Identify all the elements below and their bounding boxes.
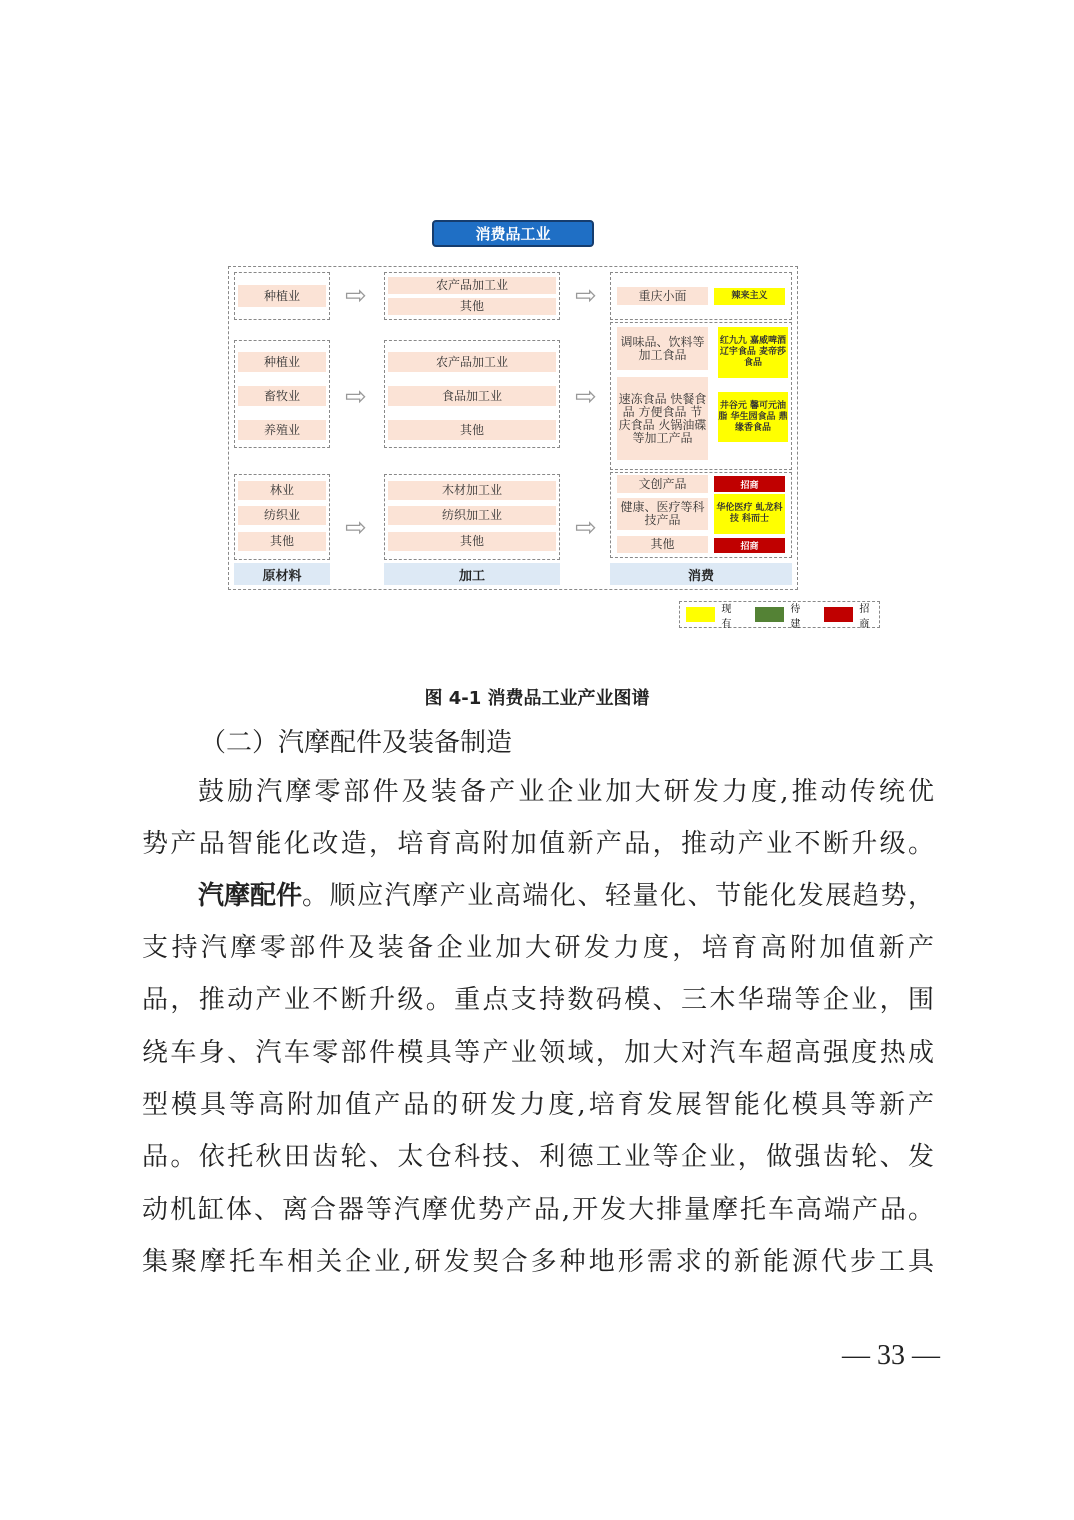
process-item: 其他 — [388, 298, 556, 315]
product-item: 速冻食品 快餐食品 方便食品 节庆食品 火锅油碟 等加工产品 — [617, 377, 708, 460]
arrow-right-icon: ⇨ — [575, 382, 597, 412]
legend-existing: 现有 — [721, 603, 732, 630]
raw-item: 纺织业 — [238, 506, 326, 525]
company-tag: 井谷元 馨可元油脂 华生园食品 鼎缘香食品 — [718, 392, 788, 442]
arrow-right-icon: ⇨ — [575, 513, 597, 543]
paragraph-line: 品。依托秋田齿轮、太仓科技、利德工业等企业，做强齿轮、发 — [142, 1142, 934, 1173]
raw-item: 畜牧业 — [238, 386, 326, 406]
process-item: 木材加工业 — [388, 481, 556, 500]
product-item: 调味品、饮料等加工食品 — [617, 327, 708, 370]
arrow-right-icon: ⇨ — [345, 513, 367, 543]
process-item: 食品加工业 — [388, 386, 556, 406]
bold-term: 汽摩配件 — [198, 881, 303, 911]
figure-caption: 图 4-1 消费品工业产业图谱 — [424, 688, 650, 709]
paragraph-line: 鼓励汽摩零部件及装备产业企业加大研发力度,推动传统优 — [198, 777, 934, 807]
company-tag: 红九九 嘉威啤酒 辽宇食品 麦帝莎食品 — [718, 327, 788, 378]
paragraph-line: 绕车身、汽车零部件模具等产业领域，加大对汽车超高强度热成 — [142, 1037, 934, 1068]
paragraph-line: 品，推动产业不断升级。重点支持数码模、三木华瑞等企业，围 — [142, 985, 934, 1016]
paragraph-line: 动机缸体、离合器等汽摩优势产品,开发大排量摩托车高端产品。 — [142, 1194, 934, 1225]
arrow-right-icon: ⇨ — [345, 281, 367, 311]
raw-item: 养殖业 — [238, 420, 326, 440]
paragraph-line: 集聚摩托车相关企业,研发契合多种地形需求的新能源代步工具 — [142, 1246, 934, 1277]
legend-recruit: 招商 — [859, 603, 870, 630]
raw-item: 其他 — [238, 532, 326, 551]
legend — [679, 601, 880, 628]
product-item: 其他 — [617, 536, 708, 553]
arrow-right-icon: ⇨ — [345, 382, 367, 412]
product-item: 健康、医疗等科技产品 — [617, 498, 708, 530]
footer-consume: 消费 — [610, 563, 792, 585]
paragraph-line — [198, 881, 934, 911]
section-heading: （二）汽摩配件及装备制造 — [200, 728, 513, 758]
page-number: — 33 — — [842, 1340, 940, 1371]
recruit-tag: 招商 — [714, 476, 785, 492]
arrow-right-icon: ⇨ — [575, 281, 597, 311]
paragraph-line: 支持汽摩零部件及装备企业加大研发力度，培育高附加值新产 — [142, 933, 934, 963]
paragraph-line: 势产品智能化改造，培育高附加值新产品，推动产业不断升级。 — [142, 829, 934, 859]
process-item: 纺织加工业 — [388, 506, 556, 525]
paragraph-text: 。顺应汽摩产业高端化、轻量化、节能化发展趋势， — [302, 881, 934, 911]
company-tag: 华伦医疗 虬龙科技 科而士 — [714, 494, 785, 534]
process-item: 其他 — [388, 532, 556, 551]
product-item: 文创产品 — [617, 475, 708, 493]
legend-planned: 待建 — [790, 603, 801, 630]
raw-item: 种植业 — [238, 352, 326, 372]
footer-process: 加工 — [384, 563, 560, 585]
recruit-tag: 招商 — [714, 538, 785, 553]
process-item: 农产品加工业 — [388, 277, 556, 294]
process-item: 农产品加工业 — [388, 352, 556, 372]
figure-title: 消费品工业 — [432, 220, 594, 247]
raw-item: 林业 — [238, 481, 326, 500]
raw-item: 种植业 — [238, 285, 326, 307]
paragraph-line: 型模具等高附加值产品的研发力度,培育发展智能化模具等新产 — [142, 1089, 934, 1120]
company-tag: 辣来主义 — [714, 288, 785, 305]
product-item: 重庆小面 — [617, 287, 708, 305]
process-item: 其他 — [388, 420, 556, 440]
footer-raw: 原材料 — [234, 563, 330, 585]
